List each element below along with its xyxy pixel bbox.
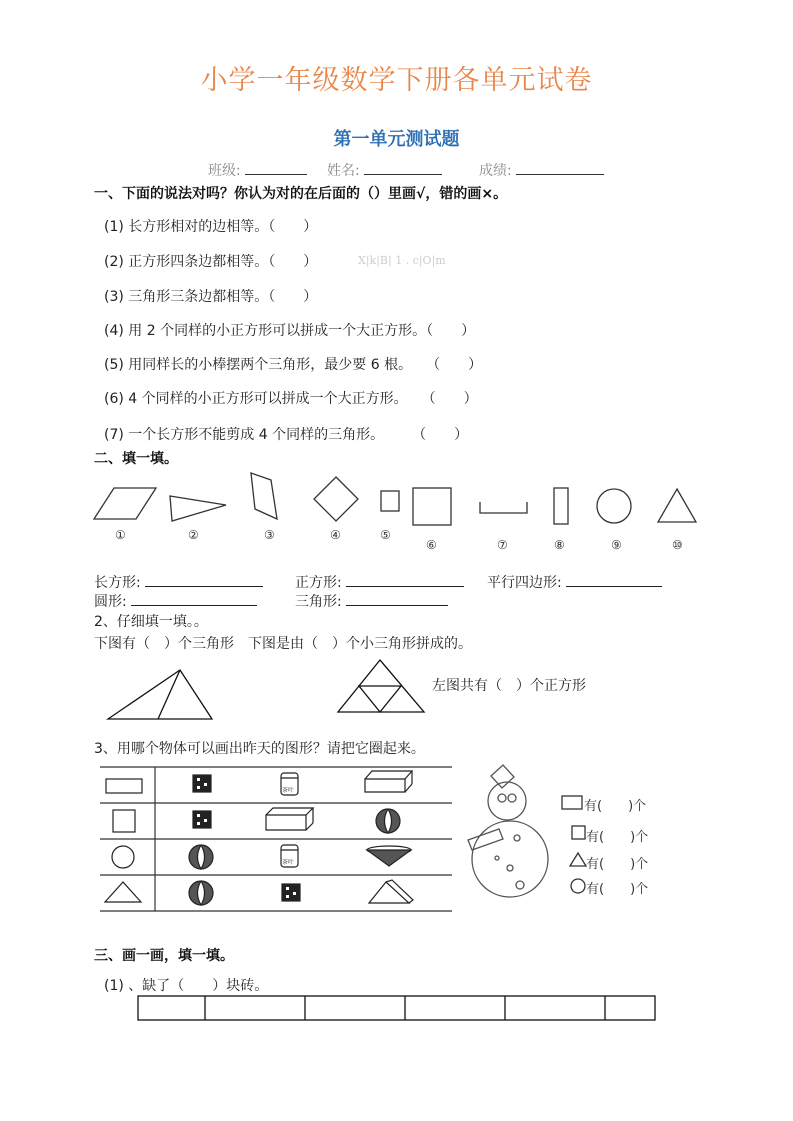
watermark-text: X|k|B| 1 . c|O|m	[358, 254, 446, 267]
s3-q1: (1) 、缺了（ ）块砖。	[104, 978, 269, 994]
shape-num-9: ⑨	[611, 538, 622, 552]
s1-item-4: (4) 用 2 个同样的小正方形可以拼成一个大正方形。（ ）	[104, 323, 476, 339]
q2-text: 下图有（ ）个三角形 下图是由（ ）个小三角形拼成的。	[94, 636, 472, 652]
shape-num-10: ⑩	[672, 538, 683, 552]
square-label: 正方形:	[295, 575, 342, 591]
shape-num-3: ③	[264, 528, 275, 542]
s1-item-1: (1) 长方形相对的边相等。（ ）	[104, 219, 318, 235]
test-subtitle: 第一单元测试题	[333, 129, 460, 150]
snowman-count-square: 有( )个	[586, 830, 649, 845]
score-label: 成绩:	[479, 163, 512, 179]
name-label: 姓名:	[327, 163, 360, 179]
q2-heading: 2、仔细填一填。。	[94, 614, 208, 630]
section1-heading: 一、下面的说法对吗？你认为对的在后面的（）里画√，错的画×。	[94, 186, 508, 202]
shape-num-1: ①	[115, 528, 126, 542]
circle-label: 圆形:	[94, 594, 127, 610]
section3-heading: 三、画一画，填一填。	[94, 948, 234, 964]
s1-item-6: (6) 4 个同样的小正方形可以拼成一个大正方形。 （ ）	[104, 391, 478, 407]
snowman-count-circle: 有( )个	[586, 882, 649, 897]
q2-side-text: 左图共有（ ）个正方形	[432, 678, 586, 694]
class-label: 班级:	[208, 163, 241, 179]
can-label-1: 茶叶	[282, 787, 295, 794]
s1-item-5: (5) 用同样长的小棒摆两个三角形，最少要 6 根。 （ ）	[104, 357, 483, 373]
q3-heading: 3、用哪个物体可以画出昨天的图形？请把它圈起来。	[94, 741, 425, 757]
shape-num-6: ⑥	[426, 538, 437, 552]
triangle-label: 三角形:	[295, 594, 342, 610]
para-label: 平行四边形:	[487, 575, 562, 591]
page-title: 小学一年级数学下册各单元试卷	[200, 65, 593, 96]
shape-num-8: ⑧	[554, 538, 565, 552]
shape-num-5: ⑤	[380, 528, 391, 542]
snowman-count-triangle: 有( )个	[586, 857, 649, 872]
snowman-count-rect: 有( )个	[584, 799, 647, 814]
section2-heading: 二、填一填。	[94, 451, 178, 467]
shape-num-4: ④	[330, 528, 341, 542]
shape-num-7: ⑦	[497, 538, 508, 552]
shape-num-2: ②	[188, 528, 199, 542]
s1-item-3: (3) 三角形三条边都相等。（ ）	[104, 289, 318, 305]
can-label-2: 茶叶	[282, 859, 295, 866]
s1-item-7: (7) 一个长方形不能剪成 4 个同样的三角形。 （ ）	[104, 427, 469, 443]
s1-item-2: (2) 正方形四条边都相等。（ ）	[104, 254, 318, 270]
rect-label: 长方形:	[94, 575, 141, 591]
